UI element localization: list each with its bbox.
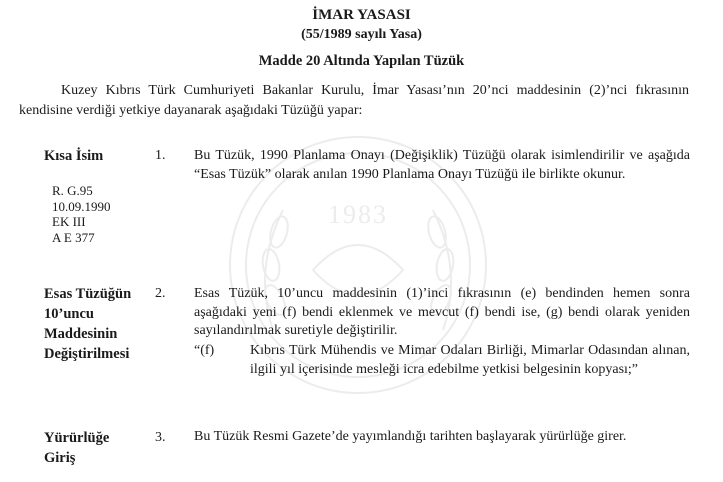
- law-title: İMAR YASASI: [312, 7, 411, 23]
- reference-line: 10.09.1990: [52, 198, 111, 214]
- section-3-text: Bu Tüzük Resmi Gazete’de yayımlandığı tarihten başlayarak yürürlüğe girer.: [194, 429, 627, 444]
- reference-line: EK III: [52, 214, 86, 229]
- reference-line: A E 377: [52, 229, 95, 245]
- section-2-number: 2.: [155, 286, 166, 301]
- law-subtitle: (55/1989 sayılı Yasa): [301, 27, 422, 42]
- watermark-year: 1983: [328, 200, 388, 229]
- reference-line: R. G.95: [52, 183, 93, 198]
- section-1-text: Bu Tüzük, 1990 Planlama Onayı (Değişiklik) Tüzüğü olarak isimlendirilir ve aşağıda “Esas Tüzük” olarak anılan 1990 Planlama Onayı Tüzüğü ile birlikte okunur.: [194, 148, 690, 182]
- section-2-title: [44, 284, 154, 364]
- section-3-title-line: Yürürlüğe: [44, 430, 110, 446]
- section-2-title-line: 10’uncu: [44, 306, 94, 322]
- section-3-title-line: Giriş: [44, 450, 76, 466]
- section-2-title-line: Değiştirilmesi: [44, 346, 130, 362]
- regulation-title: Madde 20 Altında Yapılan Tüzük: [258, 53, 465, 69]
- section-2-text: Esas Tüzük, 10’uncu maddesinin (1)’inci fıkrasının (e) bendinden hemen sonra aşağıdaki yeni (f) bendi eklenmek ve mevcut (f) bendi ise, (g) bendi olarak yeniden sayılandırılmak suretiyle değiştirilir.: [194, 286, 690, 338]
- quoted-clause: Kıbrıs Türk Mühendis ve Mimar Odaları Birliği, Mimarlar Odasından alınan, ilgili yıl içerisinde mesleği icra edebilme yetkisi belgesinin kopyası;”: [250, 343, 690, 377]
- section-3-title: [44, 428, 154, 468]
- quote-marker: “(f): [194, 343, 215, 358]
- section-2-title-line: Esas Tüzüğün: [44, 286, 132, 302]
- section-1-references: [52, 183, 111, 245]
- preamble-paragraph: Kuzey Kıbrıs Türk Cumhuriyeti Bakanlar Kurulu, İmar Yasası’nın 20’nci maddesinin (2)’nci fıkrasının kendisine verdiği yetkiye dayanarak aşağıdaki Tüzüğü yapar:: [19, 83, 689, 118]
- section-1-number: 1.: [155, 148, 166, 163]
- section-3-number: 3.: [155, 430, 166, 445]
- section-1-title: Kısa İsim: [44, 148, 104, 164]
- section-2-title-line: Maddesinin: [44, 326, 118, 342]
